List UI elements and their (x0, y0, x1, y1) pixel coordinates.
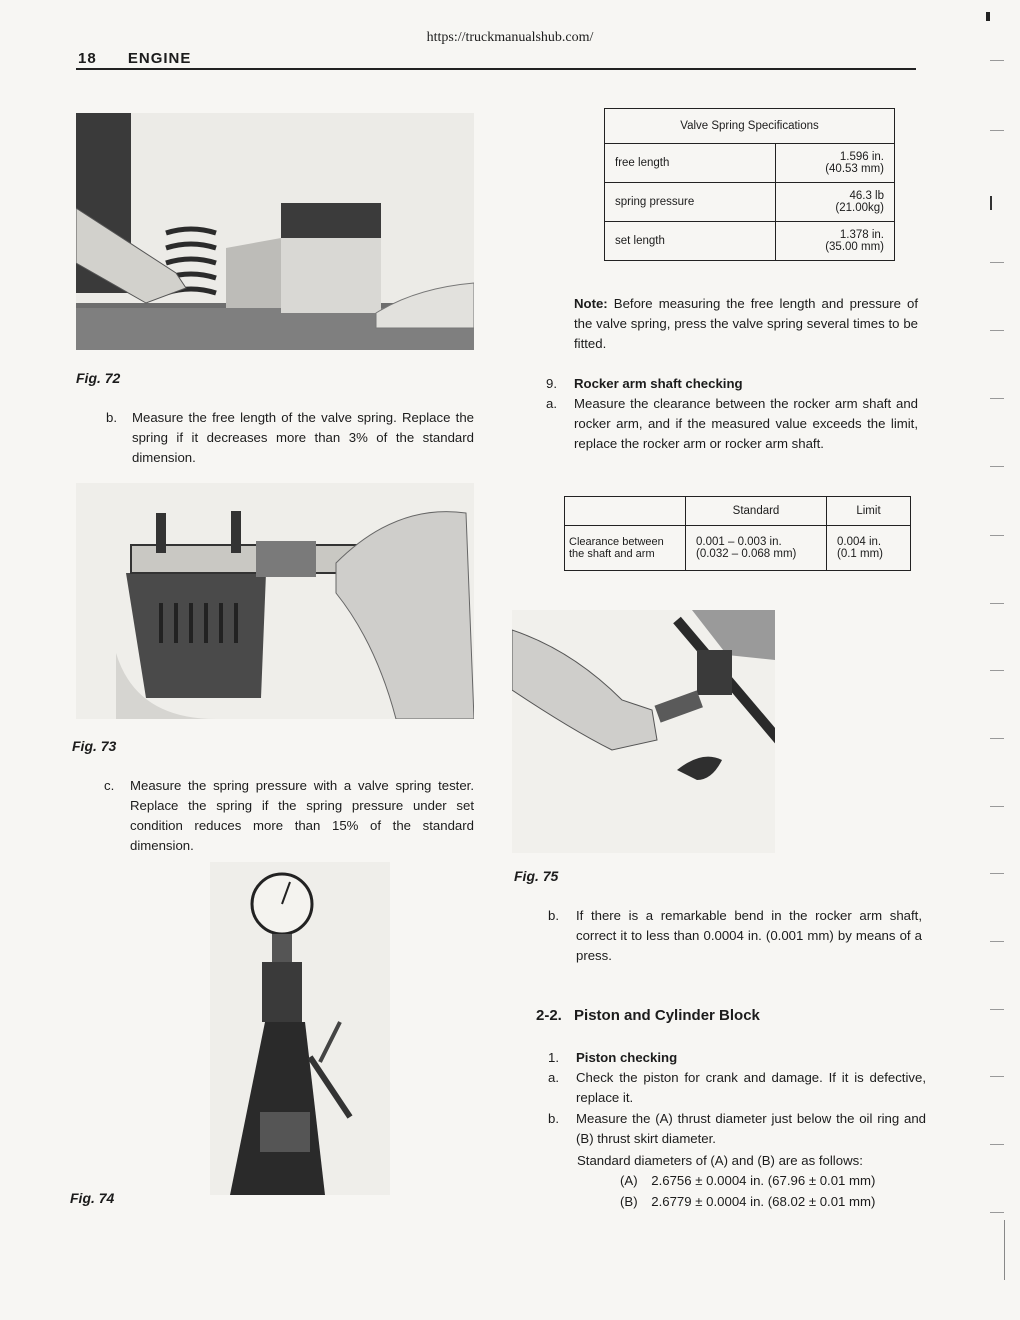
scan-edge-line (1004, 1220, 1005, 1280)
source-url: https://truckmanualshub.com/ (426, 30, 594, 45)
col-standard: Standard (686, 497, 827, 526)
row-label-line: Clearance between (569, 536, 664, 548)
margin-tick (990, 262, 1004, 263)
limit-metric: (0.1 mm) (837, 548, 883, 560)
section-title: Piston and Cylinder Block (574, 1007, 760, 1024)
item-text: Check the piston for crank and damage. If it is defective, replace it. (576, 1070, 926, 1105)
diameter-value: 2.6756 ± 0.0004 in. (67.96 ± 0.01 mm) (651, 1173, 876, 1188)
fig74-caption: Fig. 74 (70, 1190, 115, 1206)
valve-spring-table (604, 108, 895, 261)
margin-tick (990, 398, 1004, 399)
item-text: Measure the free length of the valve spring. Replace the spring if it decreases more than 3% of the standard dimension. (132, 410, 474, 465)
page-header (78, 50, 191, 67)
limit-value (827, 526, 911, 571)
section-name: ENGINE (127, 50, 192, 67)
heading-number: 1. (548, 1050, 559, 1065)
rocker-item-a (546, 394, 918, 454)
margin-tick (990, 873, 1004, 874)
margin-tick (990, 941, 1004, 942)
fig75-photo (512, 610, 775, 853)
clearance-table (564, 496, 911, 571)
row-value (776, 144, 895, 183)
fig73-caption: Fig. 73 (72, 738, 117, 754)
margin-tick (990, 670, 1004, 671)
heading-text: Rocker arm shaft checking (574, 376, 743, 391)
diameter-value: 2.6779 ± 0.0004 in. (68.02 ± 0.01 mm) (651, 1194, 876, 1209)
table-row (605, 222, 895, 261)
margin-tick (990, 130, 1004, 131)
row-label-line: the shaft and arm (569, 548, 655, 560)
standard-diameter-a (620, 1171, 930, 1191)
scan-mark (990, 196, 992, 210)
table-row (565, 526, 911, 571)
heading-text: Piston checking (576, 1050, 678, 1065)
item-text: Measure the clearance between the rocker arm shaft and rocker arm, and if the measured value exceeds the limit, replace the rocker arm or rocker arm shaft. (574, 396, 918, 451)
empty-header-cell (565, 497, 686, 526)
note (574, 294, 918, 354)
row-value (776, 222, 895, 261)
item-label: b. (106, 410, 117, 425)
row-label: spring pressure (605, 183, 776, 222)
note-label: Note: (574, 296, 608, 311)
standard-value (686, 526, 827, 571)
item-label: c. (104, 778, 115, 793)
fig72-photo (76, 113, 474, 350)
header-rule (76, 68, 916, 70)
item-text: Measure the spring pressure with a valve spring tester. Replace the spring if the spring pressure under set condition reduces more than 15% of the standard dimension. (130, 778, 474, 853)
item-label: b. (548, 908, 559, 923)
value-imperial: 1.378 in. (839, 229, 884, 241)
margin-tick (990, 1144, 1004, 1145)
valve-spring-item-b (106, 408, 474, 468)
scan-mark (986, 12, 990, 21)
fig72-caption: Fig. 72 (76, 370, 121, 386)
note-text: Before measuring the free length and pressure of the valve spring, press the valve spring several times to be fitted. (574, 296, 918, 351)
margin-tick (990, 806, 1004, 807)
table-row (605, 183, 895, 222)
value-metric: (40.53 mm) (825, 163, 884, 175)
piston-item-a (548, 1068, 926, 1108)
value-imperial: 46.3 lb (849, 190, 884, 202)
item-label: a. (546, 396, 557, 411)
limit-imperial: 0.004 in. (837, 536, 882, 548)
row-label: free length (605, 144, 776, 183)
row-value (776, 183, 895, 222)
section-heading (536, 1007, 760, 1024)
rocker-heading (546, 374, 918, 394)
margin-tick (990, 1009, 1004, 1010)
fig74-photo (210, 862, 390, 1195)
standard-metric: (0.032 – 0.068 mm) (696, 548, 797, 560)
fig75-caption: Fig. 75 (514, 868, 559, 884)
value-metric: (21.00kg) (835, 202, 884, 214)
heading-number: 9. (546, 376, 557, 391)
piston-item-b (548, 1109, 926, 1149)
margin-tick (990, 330, 1004, 331)
margin-tick (990, 60, 1004, 61)
piston-heading (548, 1048, 926, 1068)
standard-diameter-b (620, 1192, 930, 1212)
item-text: Measure the (A) thrust diameter just below the oil ring and (B) thrust skirt diameter. (576, 1111, 926, 1146)
diameter-label: (B) (620, 1194, 638, 1209)
value-imperial: 1.596 in. (839, 151, 884, 163)
margin-tick (990, 535, 1004, 536)
item-text: If there is a remarkable bend in the rocker arm shaft, correct it to less than 0.0004 in. (0.001 mm) by means of a press. (576, 908, 922, 963)
margin-tick (990, 1212, 1004, 1213)
item-label: b. (548, 1111, 559, 1126)
row-label: set length (605, 222, 776, 261)
table-row (605, 144, 895, 183)
value-metric: (35.00 mm) (825, 241, 884, 253)
page-number: 18 (78, 50, 97, 67)
item-label: a. (548, 1070, 559, 1085)
standard-imperial: 0.001 – 0.003 in. (696, 536, 782, 548)
table-title: Valve Spring Specifications (605, 109, 895, 144)
margin-tick (990, 603, 1004, 604)
standard-diameters-intro: Standard diameters of (A) and (B) are as follows: (577, 1153, 863, 1168)
margin-tick (990, 466, 1004, 467)
section-number: 2-2. (536, 1007, 562, 1024)
fig73-photo (76, 483, 474, 719)
col-limit: Limit (827, 497, 911, 526)
margin-tick (990, 738, 1004, 739)
rocker-item-b (548, 906, 922, 966)
diameter-label: (A) (620, 1173, 638, 1188)
spring-pressure-item-c (104, 776, 474, 856)
margin-tick (990, 1076, 1004, 1077)
row-label (565, 526, 686, 571)
